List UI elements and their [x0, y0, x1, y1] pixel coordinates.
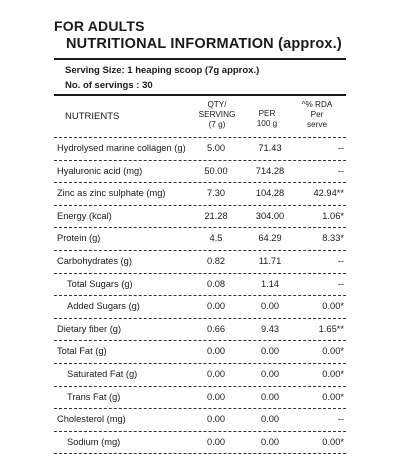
table-row: [54, 205, 346, 228]
label-header: [54, 18, 354, 52]
per-100g-value: 714.28: [255, 165, 285, 176]
table-row: [54, 363, 346, 386]
qty-per-serving: 0.82: [206, 255, 226, 266]
rda-header-line: Per: [310, 110, 324, 119]
per-100g-value: 304.00: [255, 210, 285, 221]
nutrient-table: [54, 137, 346, 454]
nutrient-name: Dietary fiber (g): [57, 323, 122, 334]
per-100g-value: 0.00: [260, 436, 280, 447]
label-title: NUTRITIONAL INFORMATION (approx.): [66, 36, 342, 52]
qty-per-serving: 0.00: [206, 414, 226, 425]
table-row: [54, 227, 346, 250]
per-header-line: 100 g: [256, 119, 278, 128]
column-header-rda: [292, 100, 342, 130]
qty-header-line: (7 g): [208, 120, 226, 129]
qty-per-serving: 0.00: [206, 346, 226, 357]
top-divider: [54, 58, 346, 60]
rda-percent: 0.00*: [322, 436, 344, 447]
column-header-nutrients: NUTRIENTS: [65, 111, 120, 122]
qty-per-serving: 0.00: [206, 301, 226, 312]
qty-per-serving: 0.08: [206, 278, 226, 289]
rda-percent: 1.06*: [322, 210, 344, 221]
table-row: [54, 250, 346, 273]
nutrient-name: Saturated Fat (g): [67, 368, 138, 379]
serving-size: Serving Size: 1 heaping scoop (7g approx.): [65, 65, 260, 76]
table-row: [54, 386, 346, 409]
per-header-line: PER: [258, 109, 276, 118]
qty-per-serving: 0.66: [206, 323, 226, 334]
nutrient-name: Energy (kcal): [57, 210, 112, 221]
table-row: [54, 431, 346, 454]
rda-percent: 0.00*: [322, 368, 344, 379]
nutrient-name: Protein (g): [57, 233, 101, 244]
per-100g-value: 9.43: [260, 323, 280, 334]
per-100g-value: 64.29: [258, 233, 282, 244]
rda-header-line: ^% RDA: [301, 100, 333, 109]
audience-heading: FOR ADULTS: [54, 18, 145, 34]
table-row: [54, 273, 346, 296]
column-header-qty: [195, 100, 239, 130]
nutrient-name: Total Sugars (g): [67, 278, 133, 289]
table-row: [54, 408, 346, 431]
table-row: [54, 137, 346, 160]
rda-percent: --: [337, 414, 344, 425]
qty-per-serving: 21.28: [204, 210, 228, 221]
per-100g-value: 104.28: [255, 188, 285, 199]
rda-header-line: serve: [306, 120, 328, 129]
rda-percent: 42.94**: [313, 188, 344, 199]
rda-percent: --: [337, 255, 344, 266]
nutrient-name: Carbohydrates (g): [57, 255, 132, 266]
qty-per-serving: 5.00: [206, 143, 226, 153]
table-row: [54, 318, 346, 341]
qty-per-serving: 50.00: [204, 165, 228, 176]
servings-count: No. of servings : 30: [65, 80, 153, 91]
per-100g-value: 0.00: [260, 414, 280, 425]
rda-percent: --: [337, 143, 344, 153]
qty-per-serving: 7.30: [206, 188, 226, 199]
rda-percent: --: [337, 165, 344, 176]
qty-per-serving: 0.00: [206, 436, 226, 447]
mid-divider: [54, 94, 346, 96]
per-100g-value: 71.43: [258, 143, 282, 153]
per-100g-value: 11.71: [258, 255, 282, 266]
nutrient-name: Sodium (mg): [67, 436, 121, 447]
rda-percent: --: [337, 278, 344, 289]
per-100g-value: 0.00: [260, 301, 280, 312]
rda-percent: 8.33*: [322, 233, 344, 244]
nutrient-name: Total Fat (g): [57, 346, 107, 357]
nutrient-name: Trans Fat (g): [67, 391, 121, 402]
qty-per-serving: 0.00: [206, 391, 226, 402]
table-row: [54, 160, 346, 183]
nutrient-name: Zinc as zinc sulphate (mg): [57, 188, 166, 199]
rda-percent: 0.00*: [322, 346, 344, 357]
qty-header-line: QTY/: [207, 100, 227, 109]
per-100g-value: 0.00: [260, 346, 280, 357]
table-row: [54, 182, 346, 205]
rda-percent: 0.00*: [322, 301, 344, 312]
nutrient-name: Hydrolysed marine collagen (g): [57, 143, 186, 153]
rda-percent: 1.65**: [318, 323, 344, 334]
per-100g-value: 1.14: [260, 278, 280, 289]
column-header-per-100g: [245, 109, 289, 129]
per-100g-value: 0.00: [260, 368, 280, 379]
rda-percent: 0.00*: [322, 391, 344, 402]
nutrient-name: Cholesterol (mg): [57, 414, 126, 425]
qty-per-serving: 0.00: [206, 368, 226, 379]
table-row: [54, 295, 346, 318]
qty-header-line: SERVING: [198, 110, 236, 119]
qty-per-serving: 4.5: [209, 233, 223, 244]
nutrient-name: Hyaluronic acid (mg): [57, 165, 143, 176]
nutrient-name: Added Sugars (g): [67, 301, 140, 312]
per-100g-value: 0.00: [260, 391, 280, 402]
table-row: [54, 340, 346, 363]
